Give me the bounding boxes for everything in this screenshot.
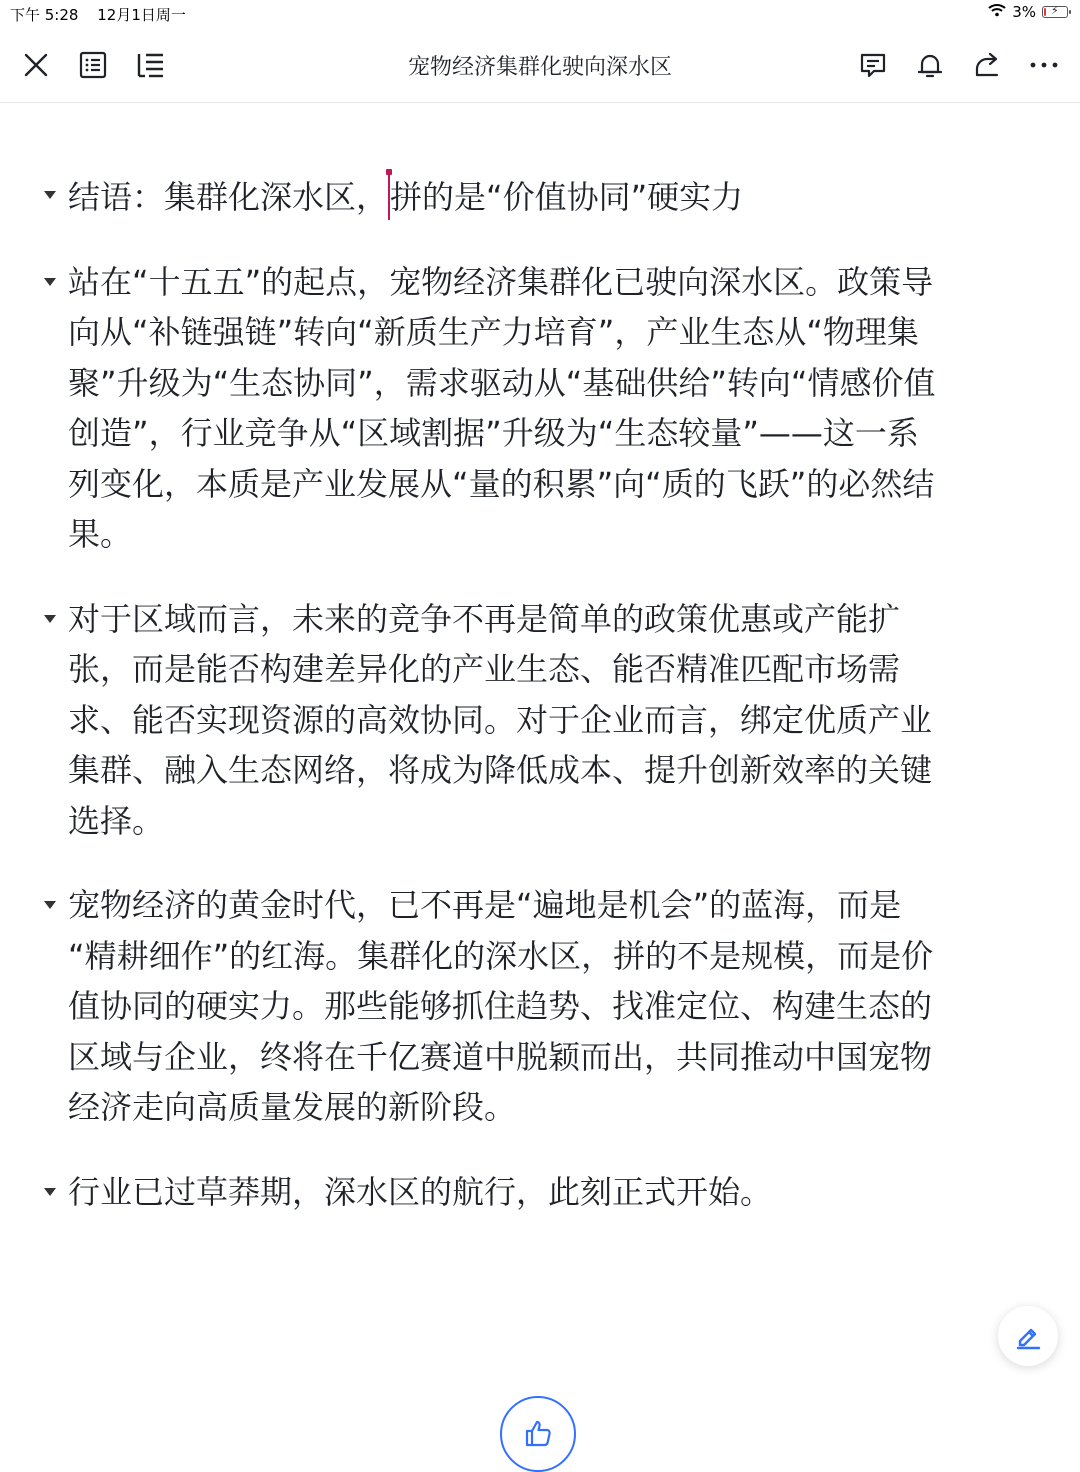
comment-button[interactable] [856, 48, 890, 82]
paragraph-line: 聚”升级为“生态协同”，需求驱动从“基础供给”转向“情感价值 [68, 363, 936, 402]
collapse-caret-icon[interactable] [44, 191, 56, 199]
status-bar [0, 0, 1080, 28]
paragraph-line: 对于区域而言，未来的竞争不再是简单的政策优惠或产能扩 [68, 599, 901, 638]
battery-percent: 3% [1012, 3, 1036, 21]
heading-block[interactable] [40, 170, 1020, 223]
paragraph-line: 宠物经济的黄金时代，已不再是“遍地是机会”的蓝海，而是 [68, 886, 902, 924]
paragraph-line: 行业已过草莽期，深水区的航行，此刻正式开始。 [68, 1172, 773, 1211]
document-body[interactable] [40, 170, 1020, 1217]
paragraph-line: 集群、融入生态网络，将成为降低成本、提升创新效率的关键 [68, 751, 933, 789]
paragraph-line: 区域与企业，终将在千亿赛道中脱颖而出，共同推动中国宠物 [68, 1037, 933, 1076]
collapse-caret-icon[interactable] [44, 615, 56, 623]
doc-title: 宠物经济集群化驶向深水区 [407, 55, 672, 80]
bell-icon [916, 51, 944, 79]
status-time: 下午 5:28 [10, 6, 79, 24]
paragraph-block[interactable] [40, 1167, 1020, 1218]
text-cursor [388, 170, 390, 220]
doc-toolbar [0, 28, 1080, 103]
heading-text-after: 拼的是“价值协同”硬实力 [390, 178, 744, 216]
paragraph-line: 列变化，本质是产业发展从“量的积累”向“质的飞跃”的必然结 [68, 464, 935, 503]
battery-icon [1042, 6, 1068, 18]
comment-icon [859, 51, 887, 79]
paragraph-line: 值协同的硬实力。那些能够抓住趋势、找准定位、构建生态的 [68, 987, 933, 1025]
paragraph-line: 选择。 [68, 801, 165, 840]
status-date: 12月1日周一 [97, 6, 186, 24]
bolt-icon: ⚡ [1051, 4, 1059, 17]
paragraph-block[interactable] [40, 257, 1020, 560]
collapse-caret-icon[interactable] [44, 1188, 56, 1196]
battery-fill [1044, 8, 1046, 16]
paragraph-line: 创造”，行业竞争从“区域割据”升级为“生态较量”——这一系 [68, 414, 919, 452]
heading-text-before: 结语：集群化深水区， [68, 178, 389, 216]
status-left [10, 4, 200, 25]
paragraph-block[interactable] [40, 594, 1020, 847]
more-icon [1029, 61, 1059, 69]
like-button[interactable] [500, 1396, 576, 1472]
collapse-caret-icon[interactable] [44, 278, 56, 286]
paragraph-line: 经济走向高质量发展的新阶段。 [68, 1088, 517, 1126]
thumbs-up-icon [523, 1418, 553, 1448]
paragraph-line: “精耕细作”的红海。集群化的深水区，拼的不是规模，而是价 [68, 936, 934, 975]
edit-icon [1014, 1322, 1042, 1350]
paragraph-line: 站在“十五五”的起点，宠物经济集群化已驶向深水区。政策导 [68, 262, 934, 301]
more-button[interactable] [1027, 48, 1061, 82]
notification-button[interactable] [913, 48, 947, 82]
collapse-caret-icon[interactable] [44, 901, 56, 909]
share-icon [973, 51, 1001, 79]
edit-button[interactable] [998, 1306, 1058, 1366]
paragraph-block[interactable] [40, 880, 1020, 1133]
paragraph-line: 求、能否实现资源的高效协同。对于企业而言，绑定优质产业 [68, 700, 933, 739]
paragraph-line: 向从“补链强链”转向“新质生产力培育”，产业生态从“物理集 [68, 313, 919, 351]
wifi-icon [988, 3, 1006, 21]
paragraph-line: 果。 [68, 515, 133, 553]
share-button[interactable] [970, 48, 1004, 82]
paragraph-line: 张，而是能否构建差异化的产业生态、能否精准匹配市场需 [68, 650, 901, 688]
status-right [988, 3, 1068, 21]
